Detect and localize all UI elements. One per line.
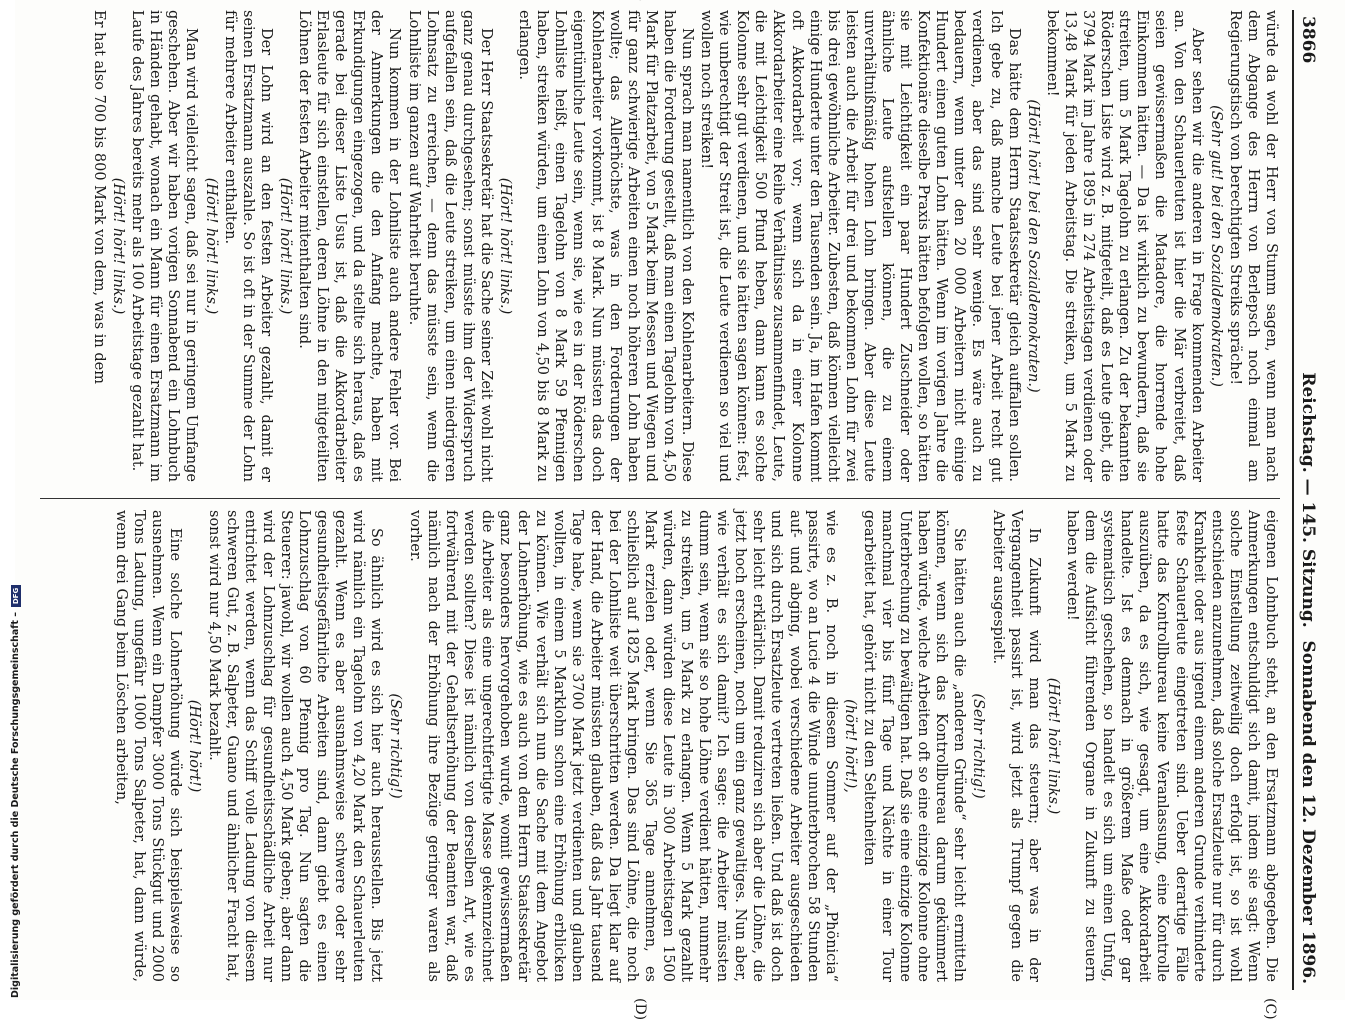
- footer-text: Digitalisierung gefördert durch die Deutsche Forschungsgemeinschaft –: [10, 611, 21, 998]
- interjection-remark: (Hört! hört! links.): [276, 177, 293, 315]
- interjection-remark: (Hört! hört! links.): [202, 177, 219, 315]
- text-paragraph: Sie hätten auch die „anderen Gründe“ sehr leicht ermitteln können, wenn sich das Kontrollbureau darum gekümmert haben würde, welche Arbeiten oft so eine einzige Kolonne ohne Unterbrechung zu bewältigen hat. Daß sie eine einzige Kolonne manchmal vier bis fünf Tage und Nächte in einer Tour gearbeitet hat, gehört nicht zu den Seltenheiten: [860, 510, 968, 982]
- margin-marker-d: (D): [632, 998, 648, 1020]
- right-text-column: [40, 510, 1280, 982]
- text-paragraph: würde da wohl der Herr von Stumm sagen, wenn man nach dem Abgange des Herrn von Berlepsch noch einmal am Regierungstisch von berechtigten Streiks spräche!: [1226, 10, 1279, 482]
- margin-marker-b: [632, 0, 648, 1]
- rotated-document: [20, 10, 1320, 1020]
- text-paragraph: So ähnlich wird es sich hier auch herausstellen. Bis jetzt wird nämlich ein Tagelohn von 4,20 Mark den Schauerleuten gezahlt. Wenn es aber ausnahmsweise schwere oder sehr gesundheitsgefährliche Arbeiten sind, dann giebt es einen Lohnzuschlag von 60 Pfennig pro Tag. Nun sagten die Steuerer: jawohl, wir wollen auch 4,50 Mark geben; aber dann wird der Lohnzuschlag für gesundheitsschädliche Arbeit nur entrichtet werden, wenn das Schiff volle Ladung von diesem schweren Gut, z. B. Salpeter, Guano und ähnlicher Fracht hat, sonst wird nur 4,50 Mark bezahlt.: [205, 510, 385, 982]
- interjection-remark: (Hört! hört! links.): [1044, 677, 1061, 815]
- page-number: 3866: [1298, 16, 1318, 64]
- text-paragraph: Nun kommen in der Lohnliste auch andere Fehler vor. Bei der Anmerkungen die den Anfang machte, haben mit Erkundigungen eingezogen, und da stellte sich heraus, daß es gerade bei dieser Liste Usus ist, daß die Akkordarbeiter Erlasleute für sich einstellen, deren Löhne in den mitgeteilten Löhnen der festen Arbeiter mitenthalten sind.: [296, 10, 403, 482]
- interjection-remark: (Hört! hört! links.): [110, 177, 127, 315]
- dfg-logo: DFG: [11, 585, 21, 607]
- text-paragraph: Man wird vielleicht sagen, daß sei nur in geringem Umfange geschehen. Aber wir haben vorigen Sonnabend ein Lohnbuch in Händen gehabt, wonach ein Mann für einen Ersatzmann im Laufe des Jahres bereits mehr als 100 Arbeitstage gezahlt hat.: [129, 10, 200, 482]
- text-paragraph: Aber sehen wir die anderen in Frage kommenden Arbeiter an. Von den Schauerleuten ist hier die Mär verbreitet, daß seien gewissermaßen die Matadore, die horrende hohe Einkommen hätten. — Da ist wirklich zu bewundern, daß sie streiten, um 5 Mark Tagelohn zu erlangen. Zu der bekannten Röderschen Liste wird z. B. mitgeteilt, daß es Leute giebt, die 3794 Mark im Jahre 1895 in 274 Arbeitstagen verdienen oder 13,48 Mark für jeden Arbeitstag. Die streiken, um 5 Mark zu bekommen!: [1043, 10, 1205, 482]
- header-title: Reichstag. — 145. Sitzung.: [1298, 372, 1318, 628]
- margin-marker-a: [1262, 0, 1278, 1]
- text-paragraph: In Zukunft wird man das steuern; aber was in der Vergangenheit passirt ist, wird jetzt als Trumpf gegen die Arbeiter ausgespielt.: [989, 510, 1042, 982]
- text-paragraph: Er hat also 700 bis 800 Mark von dem, was in dem: [91, 10, 107, 384]
- column-divider: [40, 498, 1280, 499]
- left-text-column: [40, 10, 1280, 482]
- interjection-remark: (Sehr richtig!): [387, 693, 404, 799]
- digitization-footer: [0, 0, 21, 1000]
- text-paragraph: Nun sprach man namentlich von den Kohlenarbeitern. Diese haben die Forderung gestellt, daß man einen Tagelohn von 4,50 Mark für Platzarbeit, von 5 Mark beim Messen und Wiegen und für ganz schwierige Arbeiten einen noch höheren Lohn haben wollte; das Allerhöchste, was in den Forderungen der Kohlenarbeiter vorkommt, ist 8 Mark. Nun müssten das doch eigentümliche Leute sein, wenn sie, wie es in der Röderschen Lohnliste heißt, einen Tagelohn von 8 Mark 59 Pfennigen haben, streiken würden, um einen Lohn von 4,50 bis 8 Mark zu erlangen.: [516, 10, 695, 482]
- interjection-remark: (Sehr richtig!): [970, 693, 987, 799]
- scanned-page: [15, 0, 1345, 1020]
- text-paragraph: wie es z. B. noch in diesem Sommer auf der „Phönicia“ passirte, wo an Lucie 4 die Winde ununterbrochen 58 Stunden auf- und abging, wobei verschiedene Arbeiter ausgeschieden und sich durch Ersatzleute vertreten ließen. Und daß ist doch sehr leicht erklärlich. Damit reduziren sich aber die Löhne, die jetzt hoch erscheinen, noch um ein ganz gewaltiges. Nun aber, wie verhält es sich damit? Ich sage: die Arbeiter müssten dumm sein, wenn sie so hohe Löhne verdient hätten, nunmehr zu streiken, um 5 Mark zu erlangen. Wenn 5 Mark gezahlt würden, dann würden diese Leute in 300 Arbeitstagen 1500 Mark erzielen oder, wenn Sie 365 Tage annehmen, es schließlich auf 1825 Mark bringen. Das sind Löhne, die noch bei der Lohnliste weit überschritten werden. Da liegt klar auf der Hand, die Arbeiter müssten glauben, daß das Jahr tausend Tage habe, wenn sie 3700 Mark jetzt verdienten und glauben wollten, in einem 5 Marklohn schon eine Erhöhung erblicken zu können. Wie verhält sich nun die Sache mit dem Angebot der Lohnerhöhung, wie es auch von dem Herrn Staatssekretär ganz besonders hervorgehoben wurde, womit gewissermaßen die Arbeiter als eine ungerechtfertigte Masse gekennzeichnet werden sollten? Diese ist nämlich von derselben Art, wie es fortwährend mit der Gehaltserhöhung der Beamten war, daß nämlich nach der Erhöhung ihre Bezüge geringer waren als vorher.: [406, 510, 839, 982]
- text-paragraph: Eine solche Lohnerhöhung würde sich beispielsweise so ausnehmen. Wenn ein Dampfer 3000 Tons Stückgut und 2000 Tons Ladung, ungefähr 1000 Tons Salpeter, hat, dann würde, wenn drei Gang beim Löschen arbeiten,: [113, 510, 184, 982]
- margin-marker-c: (C): [1262, 998, 1278, 1020]
- text-paragraph: Der Lohn wird an den festen Arbeiter gezahlt, damit er seinen Ersatzmann auszahle. So ist oft in der Summe der Lohn für mehrere Arbeiter enthalten.: [221, 10, 274, 482]
- interjection-remark: (Hört! hört!): [186, 699, 203, 793]
- text-paragraph: Der Herr Staatssekretär hat die Sache seiner Zeit wohl nicht ganz genau durchgesehen; sonst müsste ihm der Widerspruch aufgefallen sein, daß die Leute streiken, um einen niedrigeren Lohnsatz zu erreichen, — denn das müsste sein, wenn die Lohnliste im ganzen auf Wahrheit beruhte.: [405, 10, 494, 482]
- interjection-remark: (Hört! hört! bei den Sozialdemokraten.): [1024, 99, 1041, 393]
- interjection-remark: (Sehr gut! bei den Sozialdemokraten.): [1207, 105, 1224, 387]
- interjection-remark: (Hört! hört! links.): [497, 177, 514, 315]
- text-paragraph: eigenen Lohnbuch steht, an den Ersatzmann abgegeben. Die Anmerkungen entschuldigt sich damit, indem sie sagt: Wenn solche Einstellung zeitweilig doch erfolgt ist, so ist wohl entschieden anzunehmen, daß solche Ersatzleute nur für durch Krankheit oder aus irgend einem anderen Grunde verhinderte feste Schauerleute eingetreten sind. Ueber derartige Fälle hatte das Kontrollbureau keine Veranlassung, eine Kontrolle auszuüben, da es sich, wie gesagt, um eine Akkordarbeit handelte. Ist es demnach in größerem Maße oder gar systematisch geschehen, so handelt es sich um einen Unfug, dem die Aufsicht führenden Organe in Zukunft zu steuern haben werden!: [1063, 510, 1279, 982]
- text-paragraph: Das hätte dem Herrn Staatssekretär gleich auffallen sollen. Ich gebe zu, daß manche Leute bei jener Arbeit recht gut verdienen, aber das sind sehr wenige. Es wäre auch zu bedauern, wenn unter den 20 000 Arbeitern nicht einige Hundert einen guten Lohn hätten. Wenn im vorigen Jahre die Konfektionäre dieselbe Praxis hätten befolgen wollen, so hätten sie mit Leichtigkeit ein paar Hundert Zuschneider oder ähnliche Leute aufstellen können, die zu einem unverhältnißmäßig hohen Lohn bringen. Aber diese Leute leisten auch die Arbeit für drei und bekommen Lohn für zwei bis drei gewöhnliche Arbeiter. Zubesten, daß können vielleicht einige Hunderte unter den Tausenden sein. Ja, im Hafen kommt oft Akkordarbeit vor; wenn sich da in einer Kolonne Akkordarbeiter eine Reihe Verhältnisse zusammenfindet, Leute, die mit Leichtigkeit 500 Pfund heben, dann kann es solche Kolonne sehr gut verdienen, und sie hätten sagen können: fest, wie unberechtigt der Streit ist, die Leute verdienen so viel und wollen noch streiken!: [698, 10, 1022, 482]
- page-header: [1292, 10, 1320, 990]
- header-date: Sonnabend den 12. Dezember 1896.: [1298, 640, 1318, 984]
- interjection-remark: (hört! hört!),: [841, 699, 858, 793]
